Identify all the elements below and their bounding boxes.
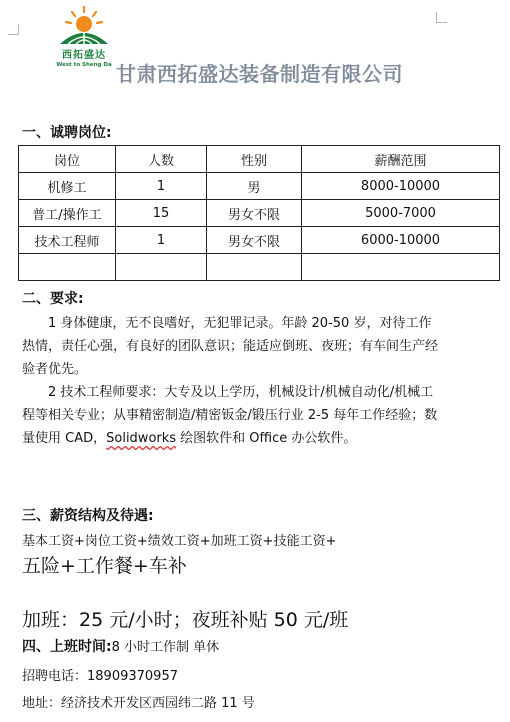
company-logo — [44, 4, 124, 68]
cell-empty — [207, 254, 302, 281]
section-hours-heading: 四、上班时间: — [22, 639, 112, 655]
requirement-2-text: 2 技术工程师要求：大专及以上学历，机械设计/机械自动化/机械工程等相关专业；从事精密制造/精密钣金/锻压行业 2-5 每年工作经验；数量使用 CAD， — [22, 385, 438, 446]
cell-gender: 男女不限 — [207, 227, 302, 254]
page-corner-mark — [8, 24, 19, 35]
cell-salary: 8000-10000 — [302, 173, 500, 200]
contact-phone: 招聘电话：18909370957 — [22, 669, 178, 684]
logo-english-name: West to Sheng Da — [56, 62, 112, 68]
jobs-table — [18, 145, 500, 281]
header-headcount: 人数 — [116, 146, 207, 173]
table-row — [19, 173, 500, 200]
requirement-1: 1 身体健康，无不良嗜好，无犯罪记录。年龄 20-50 岁，对待工作热情，责任心强，有良好的团队意识；能适应倒班、夜班；有车间生产经验者优先。 — [22, 316, 439, 377]
header-position: 岗位 — [19, 146, 116, 173]
company-name: 甘肃西拓盛达装备制造有限公司 — [116, 62, 403, 86]
cell-headcount: 15 — [116, 200, 207, 227]
requirements-text — [22, 312, 444, 450]
cell-headcount: 1 — [116, 173, 207, 200]
cell-empty — [302, 254, 500, 281]
requirement-2-tail: 绘图软件和 Office 办公软件。 — [176, 431, 357, 446]
salary-overtime: 加班：25 元/小时；夜班补贴 50 元/班 — [22, 609, 349, 631]
logo-sun-icon — [54, 4, 114, 48]
cell-position: 普工/操作工 — [19, 200, 116, 227]
requirement-2-software: Solidworks — [106, 431, 177, 446]
salary-benefits: 五险+工作餐+车补 — [22, 555, 187, 577]
logo-chinese-name: 西拓盛达 — [62, 50, 106, 61]
cell-gender: 男女不限 — [207, 200, 302, 227]
page-corner-mark — [436, 12, 447, 23]
contact-address: 地址：经济技术开发区西园纬二路 11 号 — [22, 696, 255, 711]
cell-gender: 男 — [207, 173, 302, 200]
table-row — [19, 227, 500, 254]
header-salary: 薪酬范围 — [302, 146, 500, 173]
hours-line — [22, 636, 219, 656]
table-header-row — [19, 146, 500, 173]
salary-structure: 基本工资+岗位工资+绩效工资+加班工资+技能工资+ — [22, 534, 337, 549]
hours-value: 8 小时工作制 单休 — [111, 640, 220, 655]
cell-salary: 6000-10000 — [302, 227, 500, 254]
cell-position: 技术工程师 — [19, 227, 116, 254]
section-recruit-heading: 一、诚聘岗位: — [22, 125, 112, 141]
cell-salary: 5000-7000 — [302, 200, 500, 227]
header-gender: 性别 — [207, 146, 302, 173]
section-salary-heading: 三、薪资结构及待遇: — [22, 508, 154, 524]
cell-headcount: 1 — [116, 227, 207, 254]
cell-position: 机修工 — [19, 173, 116, 200]
table-row-empty — [19, 254, 500, 281]
requirement-2 — [22, 381, 444, 450]
cell-empty — [19, 254, 116, 281]
table-row — [19, 200, 500, 227]
section-requirements-heading: 二、要求: — [22, 291, 84, 307]
cell-empty — [116, 254, 207, 281]
